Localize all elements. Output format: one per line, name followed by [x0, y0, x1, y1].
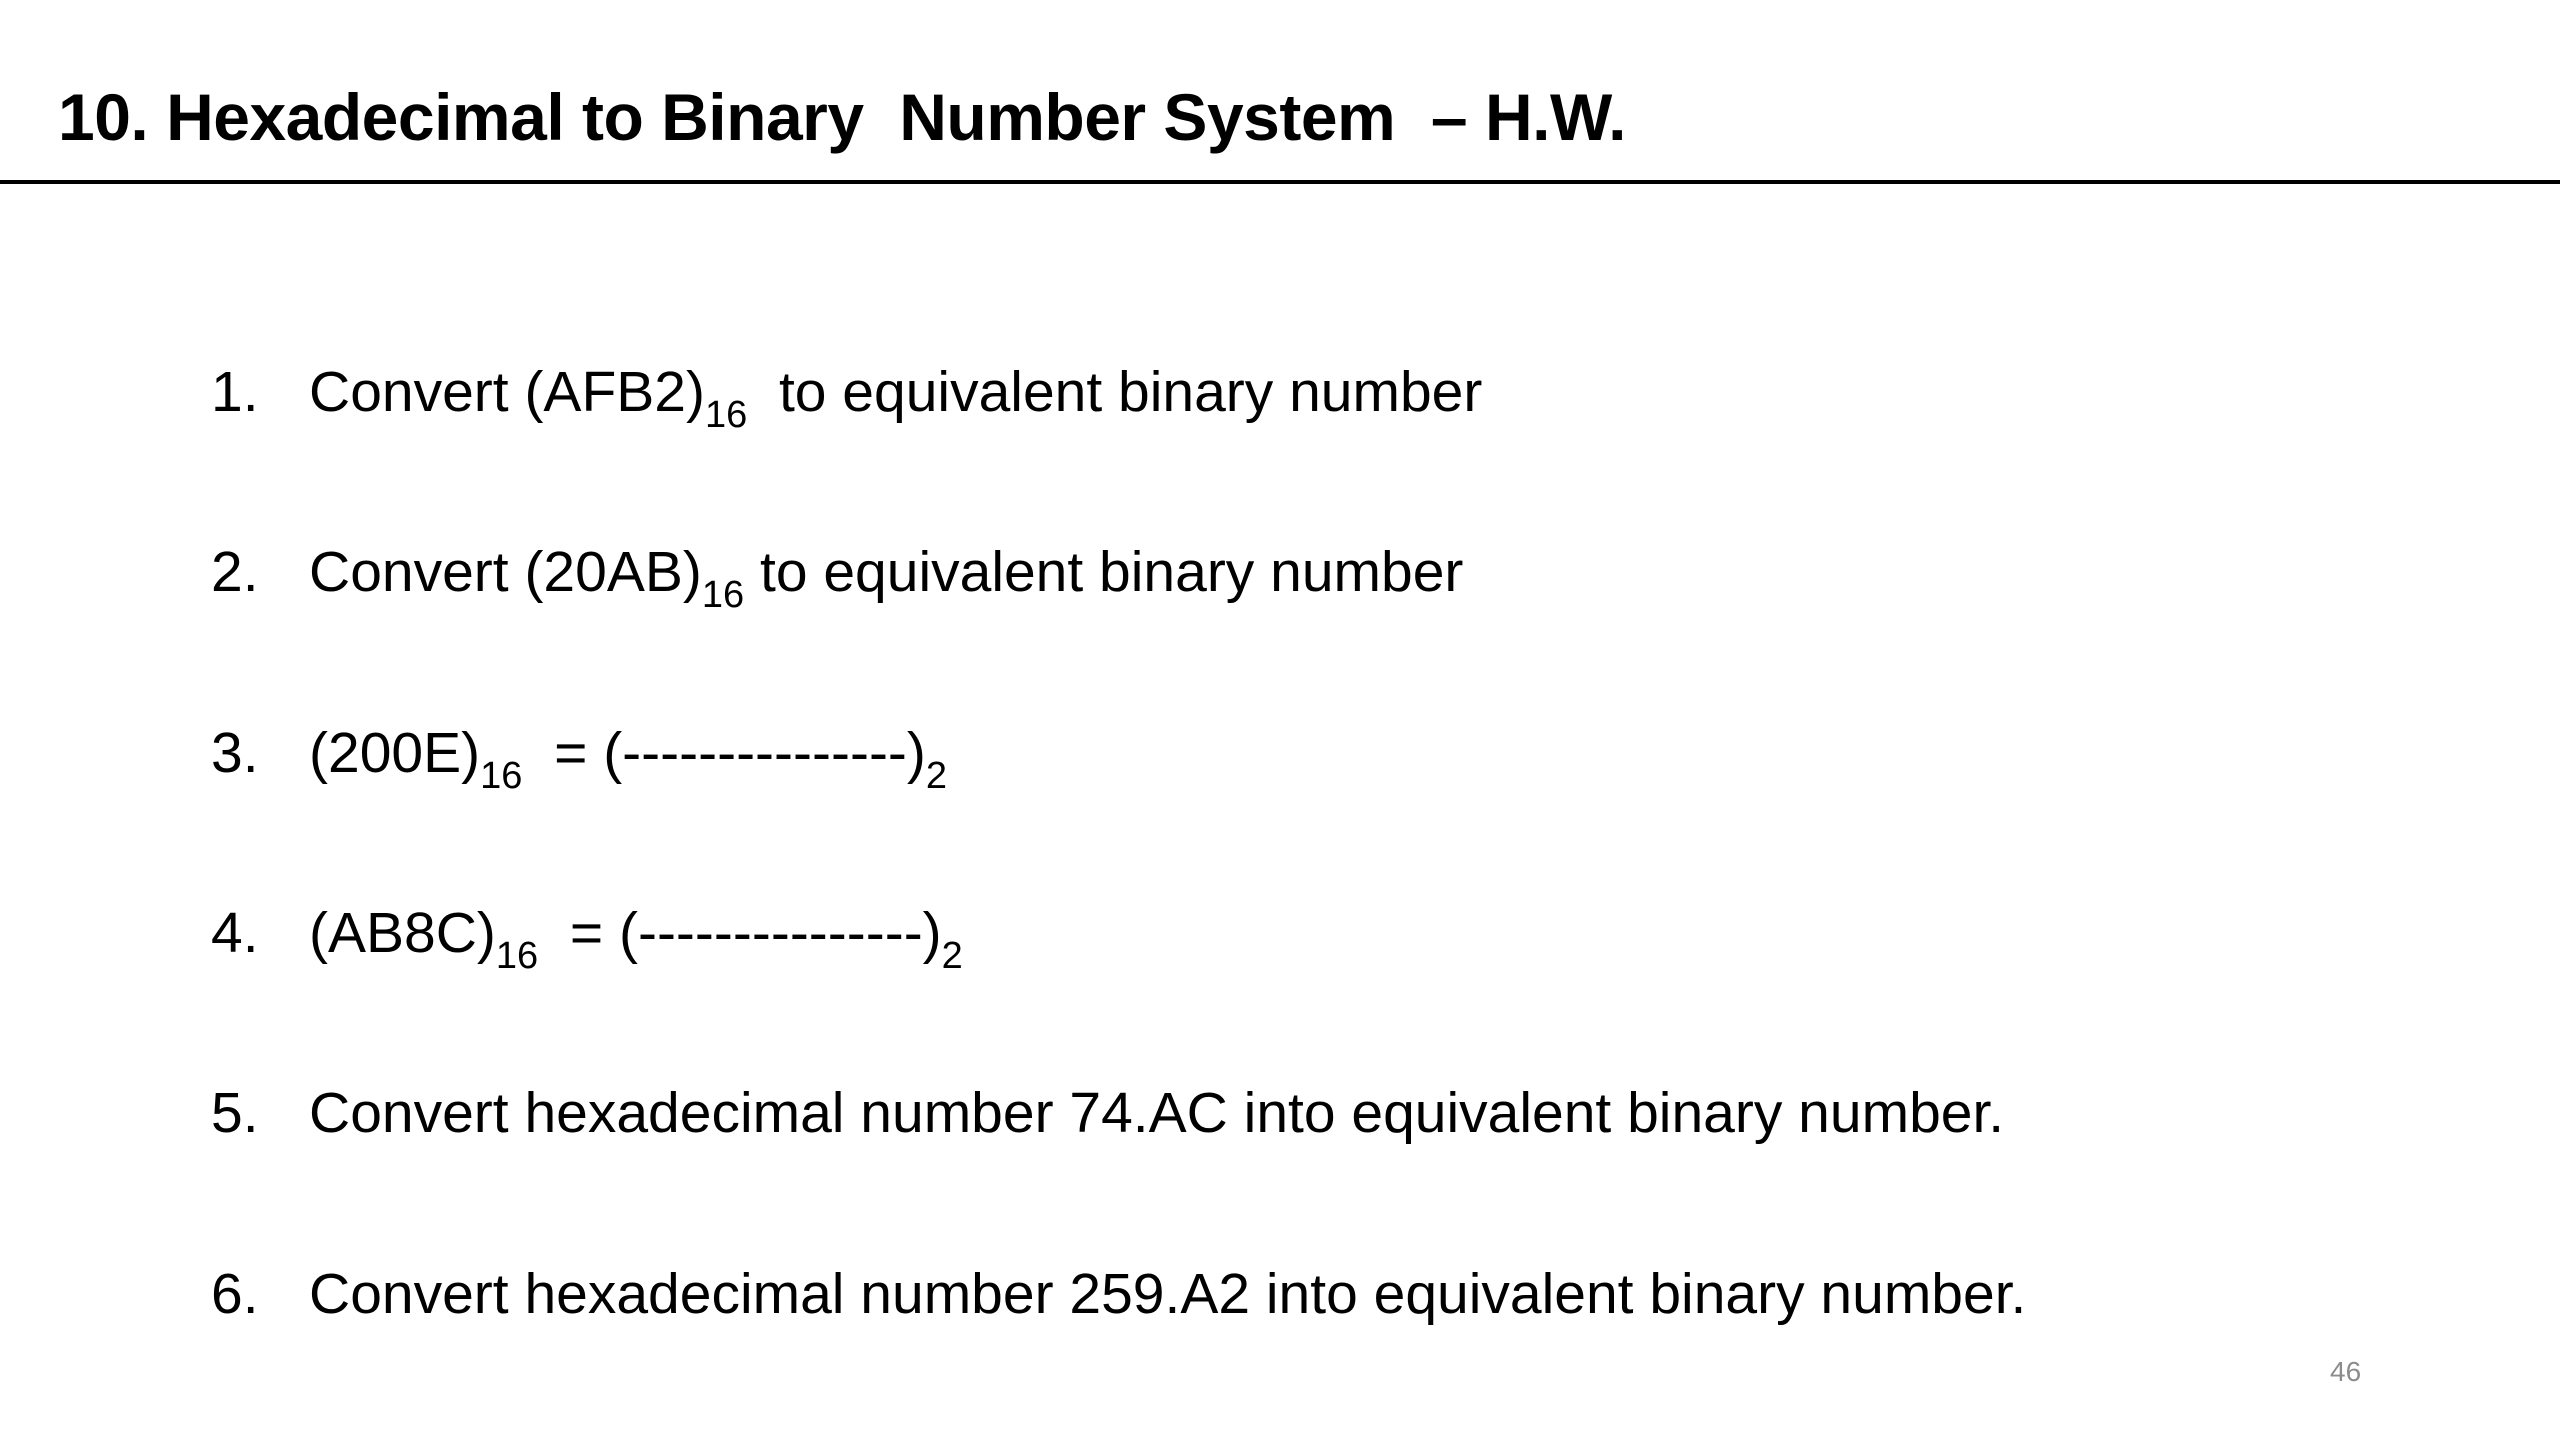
question-number: 1.: [211, 360, 259, 424]
question-text-main: Convert (20AB): [309, 540, 702, 604]
question-text: [309, 901, 963, 977]
hex-base-subscript: 16: [495, 935, 539, 977]
binary-base-subscript: 2: [941, 935, 963, 977]
question-number: 5.: [211, 1081, 259, 1145]
hex-base-subscript: 16: [701, 574, 745, 616]
question-text: [309, 1081, 2004, 1145]
question-text: [309, 721, 948, 797]
question-text-rest: = (---------------): [538, 901, 942, 965]
question-text-main: (200E): [309, 721, 481, 785]
question-number: 2.: [211, 540, 259, 604]
question-text-rest: to equivalent binary number: [747, 360, 1483, 424]
question-number: 6.: [211, 1262, 259, 1326]
binary-base-subscript: 2: [925, 755, 948, 797]
page-number: 46: [2330, 1356, 2362, 1387]
slide-title: 10. Hexadecimal to Binary Number System – H.W.: [58, 80, 1626, 154]
question-text: [309, 360, 1483, 436]
question-text-rest: = (---------------): [522, 721, 926, 785]
hex-base-subscript: 16: [480, 755, 523, 797]
question-text-main: (AB8C): [309, 901, 496, 965]
question-number: 4.: [211, 901, 259, 965]
question-text: [309, 540, 1464, 616]
hex-base-subscript: 16: [704, 394, 748, 436]
question-text: [309, 1262, 2026, 1326]
question-text-main: Convert hexadecimal number 74.AC into equivalent binary number.: [309, 1081, 2005, 1145]
question-item: [116, 1174, 2026, 1414]
question-text-main: Convert hexadecimal number 259.A2 into equivalent binary number.: [309, 1262, 2027, 1326]
question-text-rest: to equivalent binary number: [744, 540, 1464, 604]
title-divider: [0, 180, 2560, 184]
question-text-main: Convert (AFB2): [309, 360, 705, 424]
question-number: 3.: [211, 721, 259, 785]
